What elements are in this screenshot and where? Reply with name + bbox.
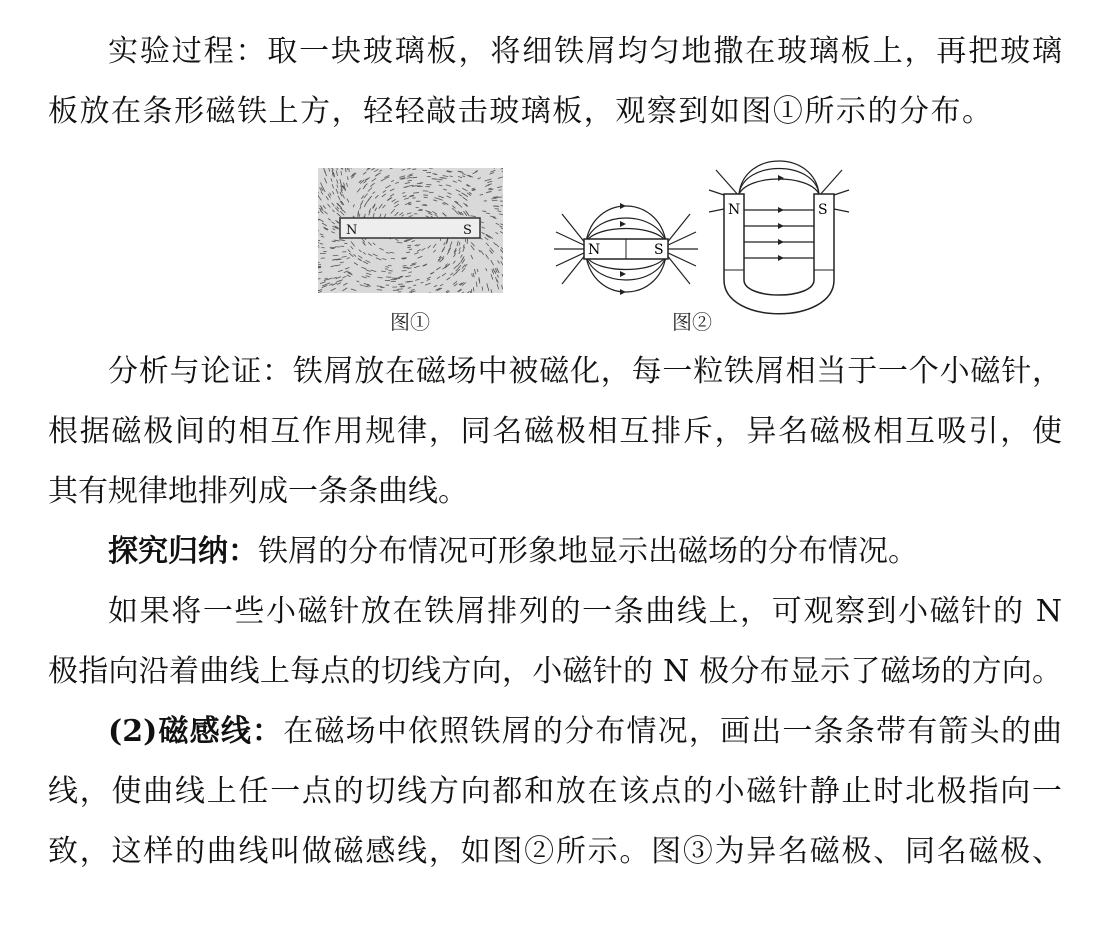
u-magnet-field-diagram bbox=[704, 150, 854, 330]
figure2-caption: 图② bbox=[672, 310, 712, 334]
para2-line3: 其有规律地排列成一条条曲线。 bbox=[48, 474, 468, 509]
iron-filing bbox=[410, 195, 414, 196]
para5-line1 bbox=[108, 712, 1062, 752]
pole-s-label: S bbox=[463, 223, 472, 238]
para5-line3: 致，这样的曲线叫做磁感线，如图②所示。图③为异名磁极、同名磁极、 bbox=[48, 834, 1062, 869]
para5-first: 在磁场中依照铁屑的分布情况，画出一条条带有箭头的曲 bbox=[283, 714, 1063, 749]
iron-filing bbox=[412, 169, 416, 170]
para3-lead: 探究归纳： bbox=[108, 534, 258, 569]
u-pole-s-label: S bbox=[818, 202, 828, 218]
para3-rest: 铁屑的分布情况可形象地显示出磁场的分布情况。 bbox=[258, 534, 918, 569]
para5-lead: (2)磁感线： bbox=[108, 714, 284, 749]
iron-filing bbox=[402, 270, 407, 271]
para4-line1: 如果将一些小磁针放在铁屑排列的一条曲线上，可观察到小磁针的 N bbox=[108, 594, 1062, 629]
bar-magnet-field-diagram bbox=[546, 184, 706, 314]
para2-line1: 分析与论证：铁屑放在磁场中被磁化，每一粒铁屑相当于一个小磁针， bbox=[108, 354, 1062, 389]
para2-line2: 根据磁极间的相互作用规律，同名磁极相互排斥，异名磁极相互吸引，使 bbox=[48, 414, 1062, 449]
bar-pole-n-label: N bbox=[588, 242, 601, 258]
para1-line1: 实验过程：取一块玻璃板，将细铁屑均匀地撒在玻璃板上，再把玻璃 bbox=[108, 34, 1062, 69]
iron-filing bbox=[377, 290, 382, 291]
para3-line1 bbox=[108, 532, 1062, 572]
bar-pole-s-label: S bbox=[654, 242, 664, 258]
iron-filing bbox=[391, 258, 395, 259]
iron-filings-photo bbox=[318, 168, 503, 293]
para5-line2: 线，使曲线上任一点的切线方向都和放在该点的小磁针静止时北极指向一 bbox=[48, 774, 1062, 809]
figure1-caption: 图① bbox=[390, 310, 430, 334]
bar-magnet-photo bbox=[340, 218, 480, 238]
figure-area bbox=[314, 148, 854, 334]
para4-line2: 极指向沿着曲线上每点的切线方向，小磁针的 N 极分布显示了磁场的方向。 bbox=[48, 654, 1062, 689]
u-pole-n-label: N bbox=[728, 202, 741, 218]
pole-n-label: N bbox=[346, 223, 358, 238]
para1-line2: 板放在条形磁铁上方，轻轻敲击玻璃板，观察到如图①所示的分布。 bbox=[48, 94, 992, 129]
iron-filing bbox=[333, 255, 338, 256]
